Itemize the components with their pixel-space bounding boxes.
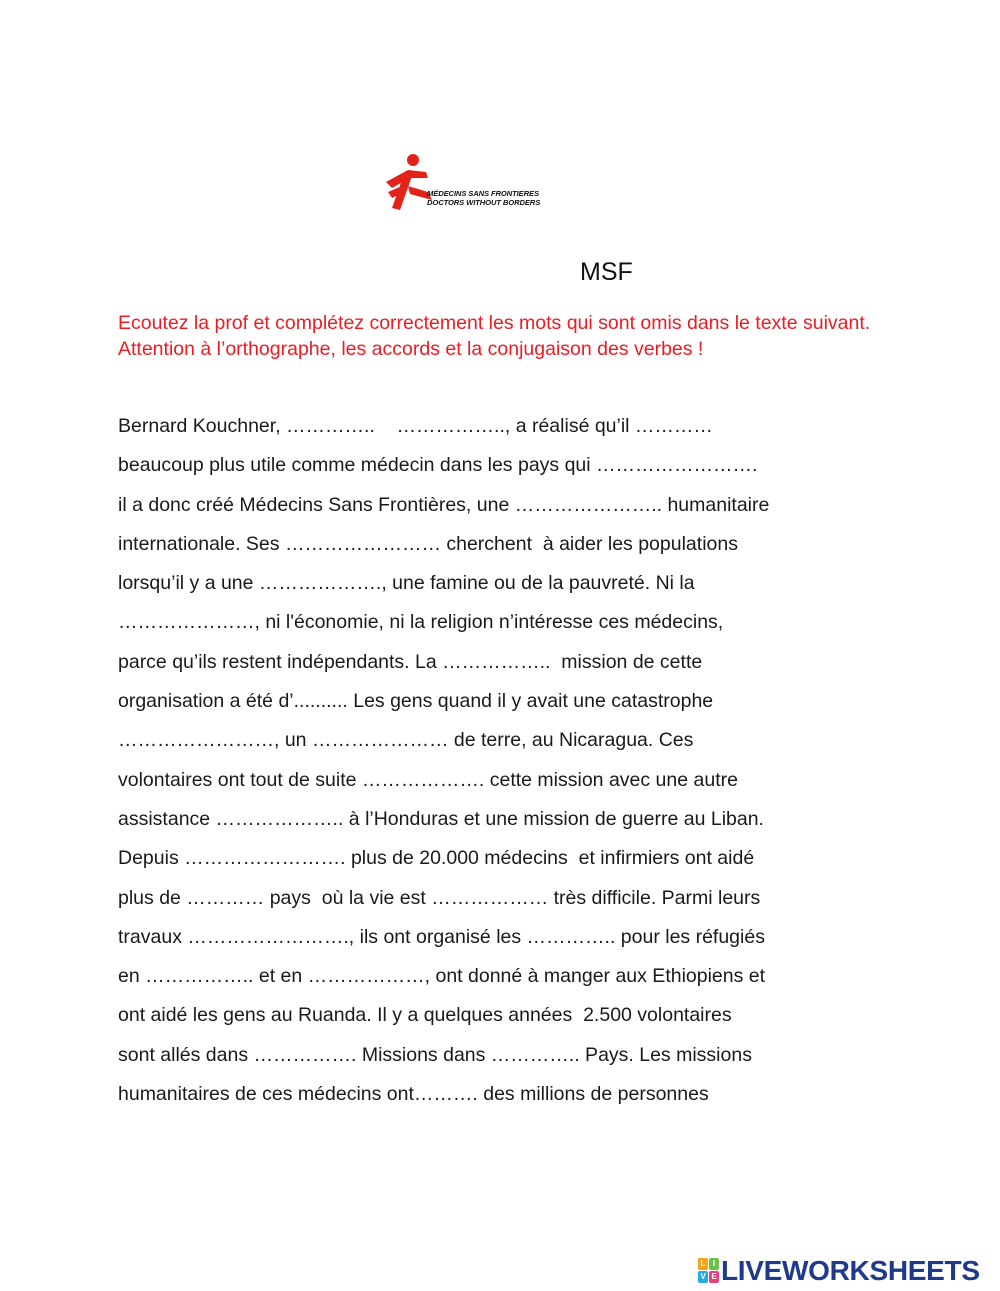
badge-letter: E: [709, 1271, 719, 1283]
instructions: Ecoutez la prof et complétez correctement les mots qui sont omis dans le texte suivant. Attention à l’orthographe, les accords et la conjugaison des verbes !: [118, 312, 871, 360]
msf-logo-text: [427, 190, 540, 207]
logo-line-1: MÉDECINS SANS FRONTIERES: [427, 189, 539, 198]
text-line: parce qu’ils restent indépendants. La …………….. mission de cette: [118, 650, 703, 673]
fill-in-text: [118, 407, 918, 1114]
badge-letter: L: [698, 1258, 708, 1270]
badge-letter: V: [698, 1271, 708, 1283]
liveworksheets-logo-icon: [698, 1258, 720, 1284]
text-line: organisation a été d’.......... Les gens quand il y avait une catastrophe: [118, 690, 714, 713]
text-line: assistance ……………….. à l’Honduras et une mission de guerre au Liban.: [118, 807, 764, 830]
text-line: ont aidé les gens au Ruanda. Il y a quelques années 2.500 volontaires: [118, 1004, 732, 1027]
text-line: travaux ……………………., ils ont organisé les ………….. pour les réfugiés: [118, 925, 765, 948]
brand-name: LIVEWORKSHEETS: [721, 1255, 980, 1286]
text-line: en …………….. et en ………………, ont donné à manger aux Ethiopiens et: [118, 965, 766, 988]
text-line: lorsqu’il y a une ………………., une famine ou de la pauvreté. Ni la: [118, 572, 695, 595]
text-line: internationale. Ses …………………… cherchent à aider les populations: [118, 532, 738, 555]
msf-logo: [382, 152, 552, 214]
text-line: sont allés dans ……………. Missions dans ………….. Pays. Les missions: [118, 1043, 752, 1066]
page-title: MSF: [580, 258, 633, 286]
badge-letter: I: [709, 1258, 719, 1270]
text-line: Depuis ……………………. plus de 20.000 médecins et infirmiers ont aidé: [118, 847, 755, 870]
text-line: ……………………, un ………………… de terre, au Nicaragua. Ces: [118, 729, 694, 752]
text-line: humanitaires de ces médecins ont………. des millions de personnes: [118, 1083, 709, 1106]
text-line: Bernard Kouchner, ………….. …………….., a réalisé qu’il …………: [118, 415, 713, 437]
text-line: il a donc créé Médecins Sans Frontières, une ………………….. humanitaire: [118, 493, 770, 516]
text-line: plus de ………… pays où la vie est ……………… très difficile. Parmi leurs: [118, 886, 761, 909]
text-line: beaucoup plus utile comme médecin dans les pays qui …………………….: [118, 454, 758, 477]
logo-line-2: DOCTORS WITHOUT BORDERS: [427, 197, 541, 207]
text-line: volontaires ont tout de suite ………………. cette mission avec une autre: [118, 768, 738, 791]
text-line: …………………, ni l'économie, ni la religion n’intéresse ces médecins,: [118, 611, 724, 634]
